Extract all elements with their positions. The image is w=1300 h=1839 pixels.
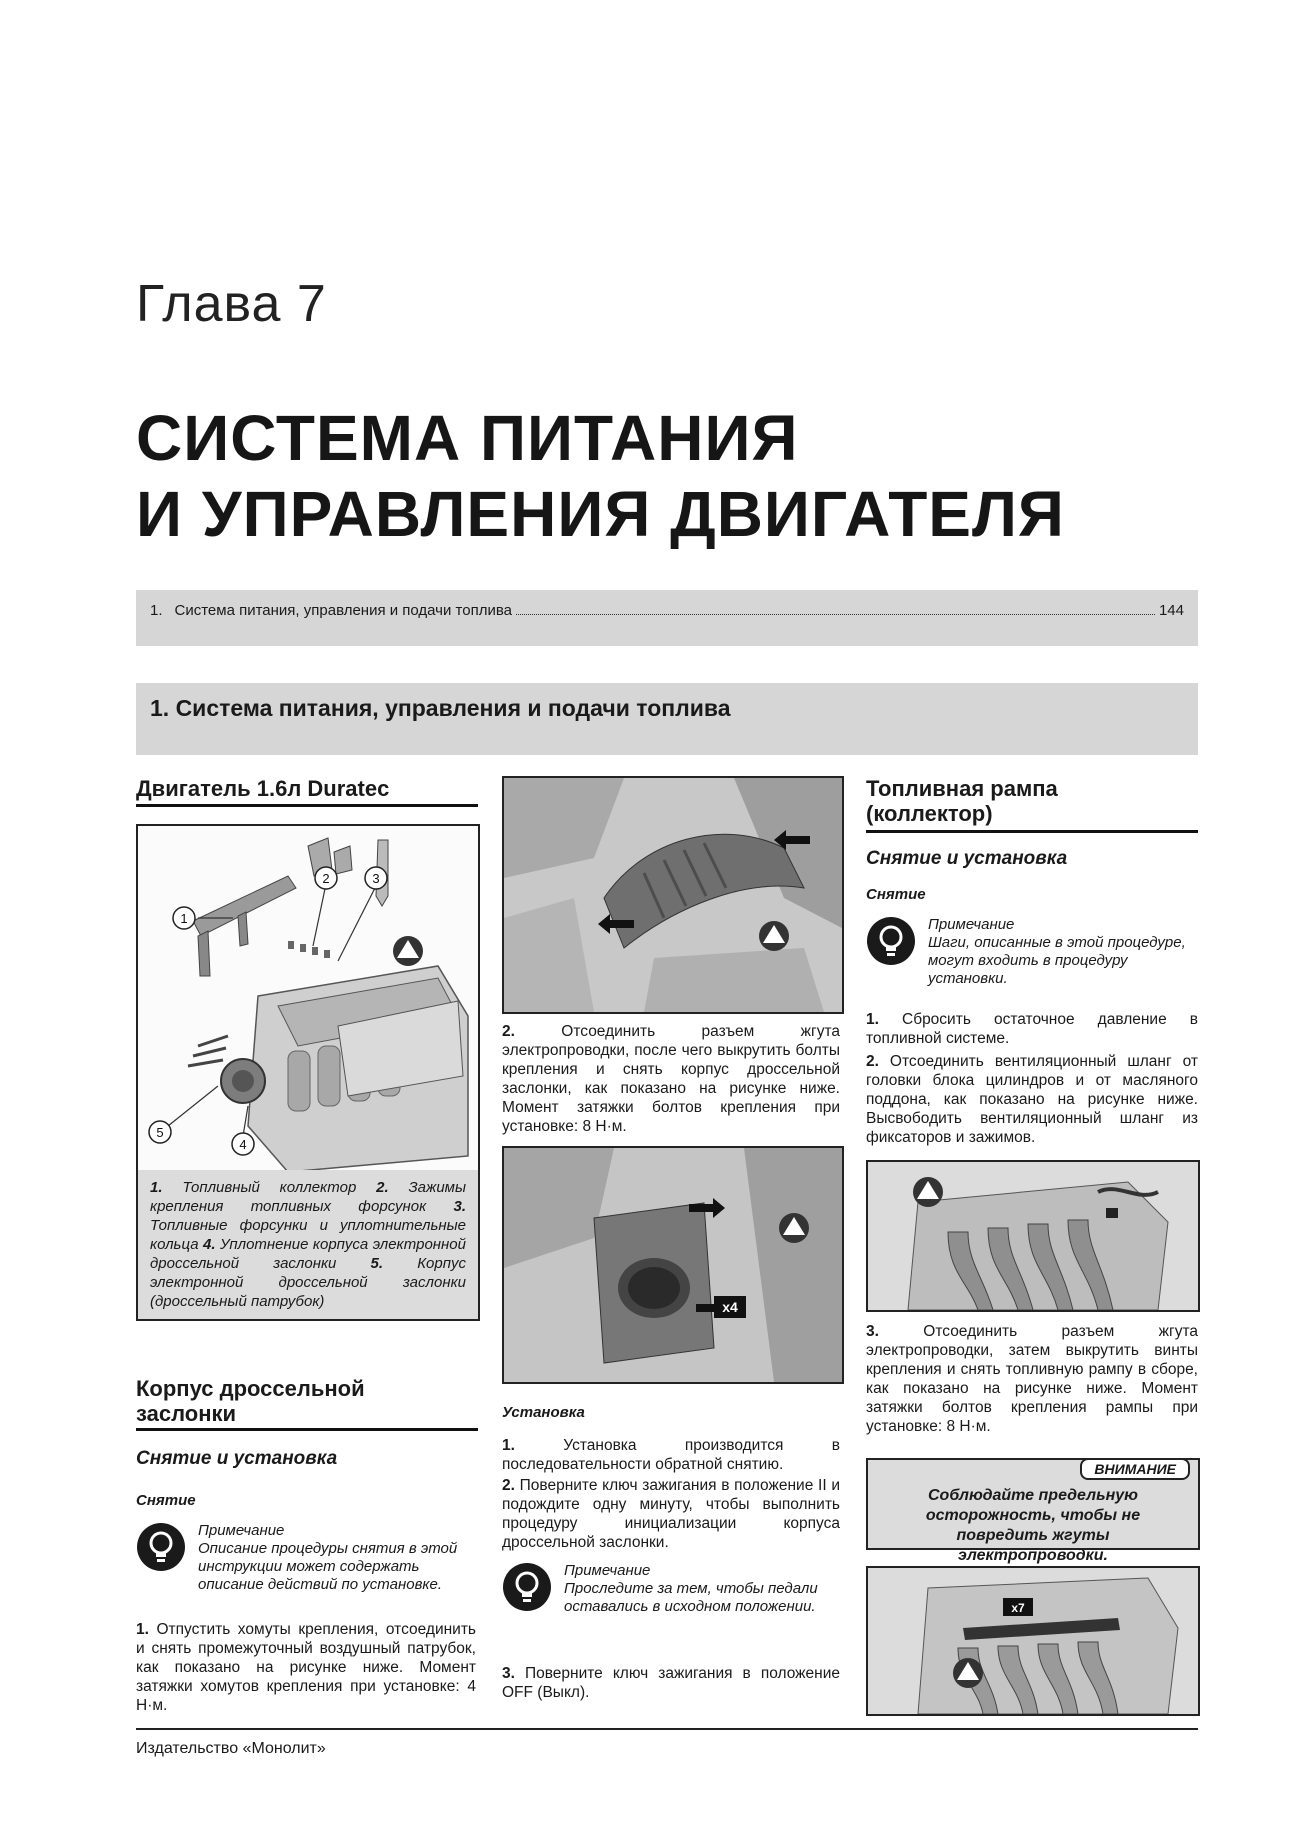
note-block — [866, 916, 1198, 988]
caption-text-2: Зажимы крепления топливных форсунок — [150, 1179, 466, 1215]
lightbulb-icon — [136, 1522, 186, 1572]
step-text: Отсоединить разъем жгута электропроводки, после чего выкрутить болты крепления и снять корпус дроссельной заслонки, как показано на рисунке ниже. Момент затяжки болтов крепления при установке: 8 Н·м. — [502, 1023, 840, 1135]
note-block — [502, 1562, 840, 1616]
step-number: 1. — [502, 1437, 515, 1454]
lightbulb-icon — [866, 916, 916, 966]
step-paragraph — [866, 1010, 1198, 1048]
callout-label-2: 2 — [322, 871, 330, 886]
heading-rule — [866, 830, 1198, 833]
chapter-title-line2: И УПРАВЛЕНИЯ ДВИГАТЕЛЯ — [136, 478, 1065, 550]
section-title: 1. Система питания, управления и подачи топлива — [150, 695, 731, 721]
throttle-heading-line2: заслонки — [136, 1401, 237, 1426]
toc-dot-leader — [516, 614, 1155, 615]
step-number: 2. — [502, 1477, 515, 1494]
hazard-triangle-icon — [759, 921, 789, 951]
step-paragraph — [502, 1476, 840, 1552]
callout-label-5: 5 — [156, 1125, 164, 1140]
publisher-footer: Издательство «Монолит» — [136, 1740, 326, 1757]
hazard-triangle-icon — [779, 1213, 809, 1243]
warning-tag: ВНИМАНИЕ — [1080, 1458, 1190, 1480]
caption-text-4: Уплотнение корпуса электронной дроссельной заслонки — [150, 1236, 466, 1272]
note-text: Проследите за тем, чтобы педали оставались в исходном положении. — [564, 1580, 818, 1615]
fuel-rail-heading-line1: Топливная рампа — [866, 776, 1058, 801]
callout-label-1: 1 — [180, 911, 188, 926]
caption-num-5: 5. — [370, 1255, 384, 1272]
step-paragraph — [502, 1436, 840, 1474]
bolt-count-badge: x4 — [722, 1299, 738, 1315]
note-block — [136, 1522, 476, 1594]
step-paragraph — [866, 1052, 1198, 1147]
fuel-rail-photo-drawing — [868, 1568, 1198, 1714]
step-paragraph — [866, 1322, 1198, 1436]
chapter-title-line1: СИСТЕМА ПИТАНИЯ — [136, 402, 799, 474]
engine-exploded-figure — [136, 824, 480, 1174]
removal-install-subheading: Снятие и установка — [136, 1448, 338, 1469]
toc-entry-text: Система питания, управления и подачи топлива — [174, 602, 512, 619]
removal-label: Снятие — [866, 886, 926, 903]
step-paragraph — [502, 1022, 840, 1136]
bolt-count-badge: x7 — [1011, 1601, 1025, 1615]
step-text: Поверните ключ зажигания в положение II и подождите одну минуту, чтобы выполнить процедуру инициализации корпуса дроссельной заслонки. — [502, 1477, 840, 1551]
caption-text-1: Топливный коллектор — [162, 1179, 377, 1196]
hazard-triangle-icon — [953, 1658, 983, 1688]
step-paragraph — [136, 1620, 476, 1715]
heading-rule — [136, 804, 478, 807]
engine-figure-caption — [136, 1170, 480, 1321]
step-paragraph — [502, 1664, 840, 1702]
step-text: Отсоединить разъем жгута электропроводки, затем выкрутить винты крепления и снять топливную рампу в сборе, как показано на рисунке ниже. Момент затяжки болтов крепления рампы при установке: 8 Н·м. — [866, 1323, 1198, 1435]
throttle-heading — [136, 1376, 478, 1426]
vent-hose-photo — [866, 1160, 1200, 1312]
air-duct-photo-drawing — [504, 778, 842, 1012]
caption-text-3: Топливные форсунки и уплотнительные кольца — [150, 1217, 466, 1253]
step-number: 1. — [866, 1011, 879, 1028]
note-title: Примечание — [928, 916, 1015, 933]
throttle-body-photo — [502, 1146, 844, 1384]
step-text: Установка производится в последовательности обратной снятию. — [502, 1437, 840, 1473]
step-number: 3. — [502, 1665, 515, 1682]
air-duct-photo — [502, 776, 844, 1014]
caption-text-5: Корпус электронной дроссельной заслонки (дроссельный патрубок) — [150, 1255, 466, 1310]
engine-heading: Двигатель 1.6л Duratec — [136, 776, 390, 801]
note-title: Примечание — [198, 1522, 285, 1539]
fuel-rail-heading — [866, 776, 1198, 826]
hazard-triangle-icon — [913, 1177, 943, 1207]
toc-entry[interactable] — [150, 602, 1184, 619]
warning-box — [866, 1458, 1200, 1564]
engine-exploded-drawing — [138, 826, 478, 1172]
fuel-rail-heading-line2: (коллектор) — [866, 801, 993, 826]
toc-entry-number: 1. — [150, 602, 163, 619]
chapter-label: Глава 7 — [136, 275, 327, 333]
note-text: Шаги, описанные в этой процедуре, могут входить в процедуру установки. — [928, 934, 1186, 987]
throttle-heading-line1: Корпус дроссельной — [136, 1376, 365, 1401]
step-text: Поверните ключ зажигания в положение OFF (Выкл). — [502, 1665, 840, 1701]
callout-label-4: 4 — [239, 1137, 247, 1152]
lightbulb-icon — [502, 1562, 552, 1612]
caption-num-1: 1. — [150, 1179, 163, 1196]
caption-num-3: 3. — [453, 1198, 466, 1215]
step-text: Сбросить остаточное давление в топливной системе. — [866, 1011, 1198, 1047]
step-number: 1. — [136, 1621, 149, 1638]
step-number: 2. — [502, 1023, 515, 1040]
step-number: 3. — [866, 1323, 879, 1340]
step-text: Отсоединить вентиляционный шланг от головки блока цилиндров и от масляного поддона, как показано на рисунке ниже. Высвободить вентиляционный шланг из фиксаторов и зажимов. — [866, 1053, 1198, 1146]
caption-num-2: 2. — [376, 1179, 389, 1196]
section-header — [136, 683, 1198, 755]
callout-label-3: 3 — [372, 871, 380, 886]
table-of-contents — [136, 590, 1198, 646]
caption-num-4: 4. — [202, 1236, 216, 1253]
step-text: Отпустить хомуты крепления, отсоединить и снять промежуточный воздушный патрубок, как показано на рисунке ниже. Момент затяжки хомутов крепления при установке: 4 Н·м. — [136, 1621, 476, 1714]
throttle-body-photo-drawing — [504, 1148, 842, 1382]
note-text: Описание процедуры снятия в этой инструкции может содержать описание действий по установке. — [198, 1540, 458, 1593]
footer-rule — [136, 1728, 1198, 1730]
chapter-title — [136, 400, 1065, 552]
fuel-rail-photo — [866, 1566, 1200, 1716]
step-number: 2. — [866, 1053, 879, 1070]
installation-label: Установка — [502, 1404, 585, 1421]
removal-install-subheading: Снятие и установка — [866, 848, 1068, 869]
note-title: Примечание — [564, 1562, 651, 1579]
warning-text: Соблюдайте предельную осторожность, чтобы не повредить жгуты электропроводки. — [925, 1487, 1141, 1564]
toc-entry-page: 144 — [1158, 602, 1184, 619]
heading-rule — [136, 1428, 478, 1431]
vent-hose-photo-drawing — [868, 1162, 1198, 1310]
hazard-triangle-icon — [393, 936, 423, 966]
removal-label: Снятие — [136, 1492, 196, 1509]
